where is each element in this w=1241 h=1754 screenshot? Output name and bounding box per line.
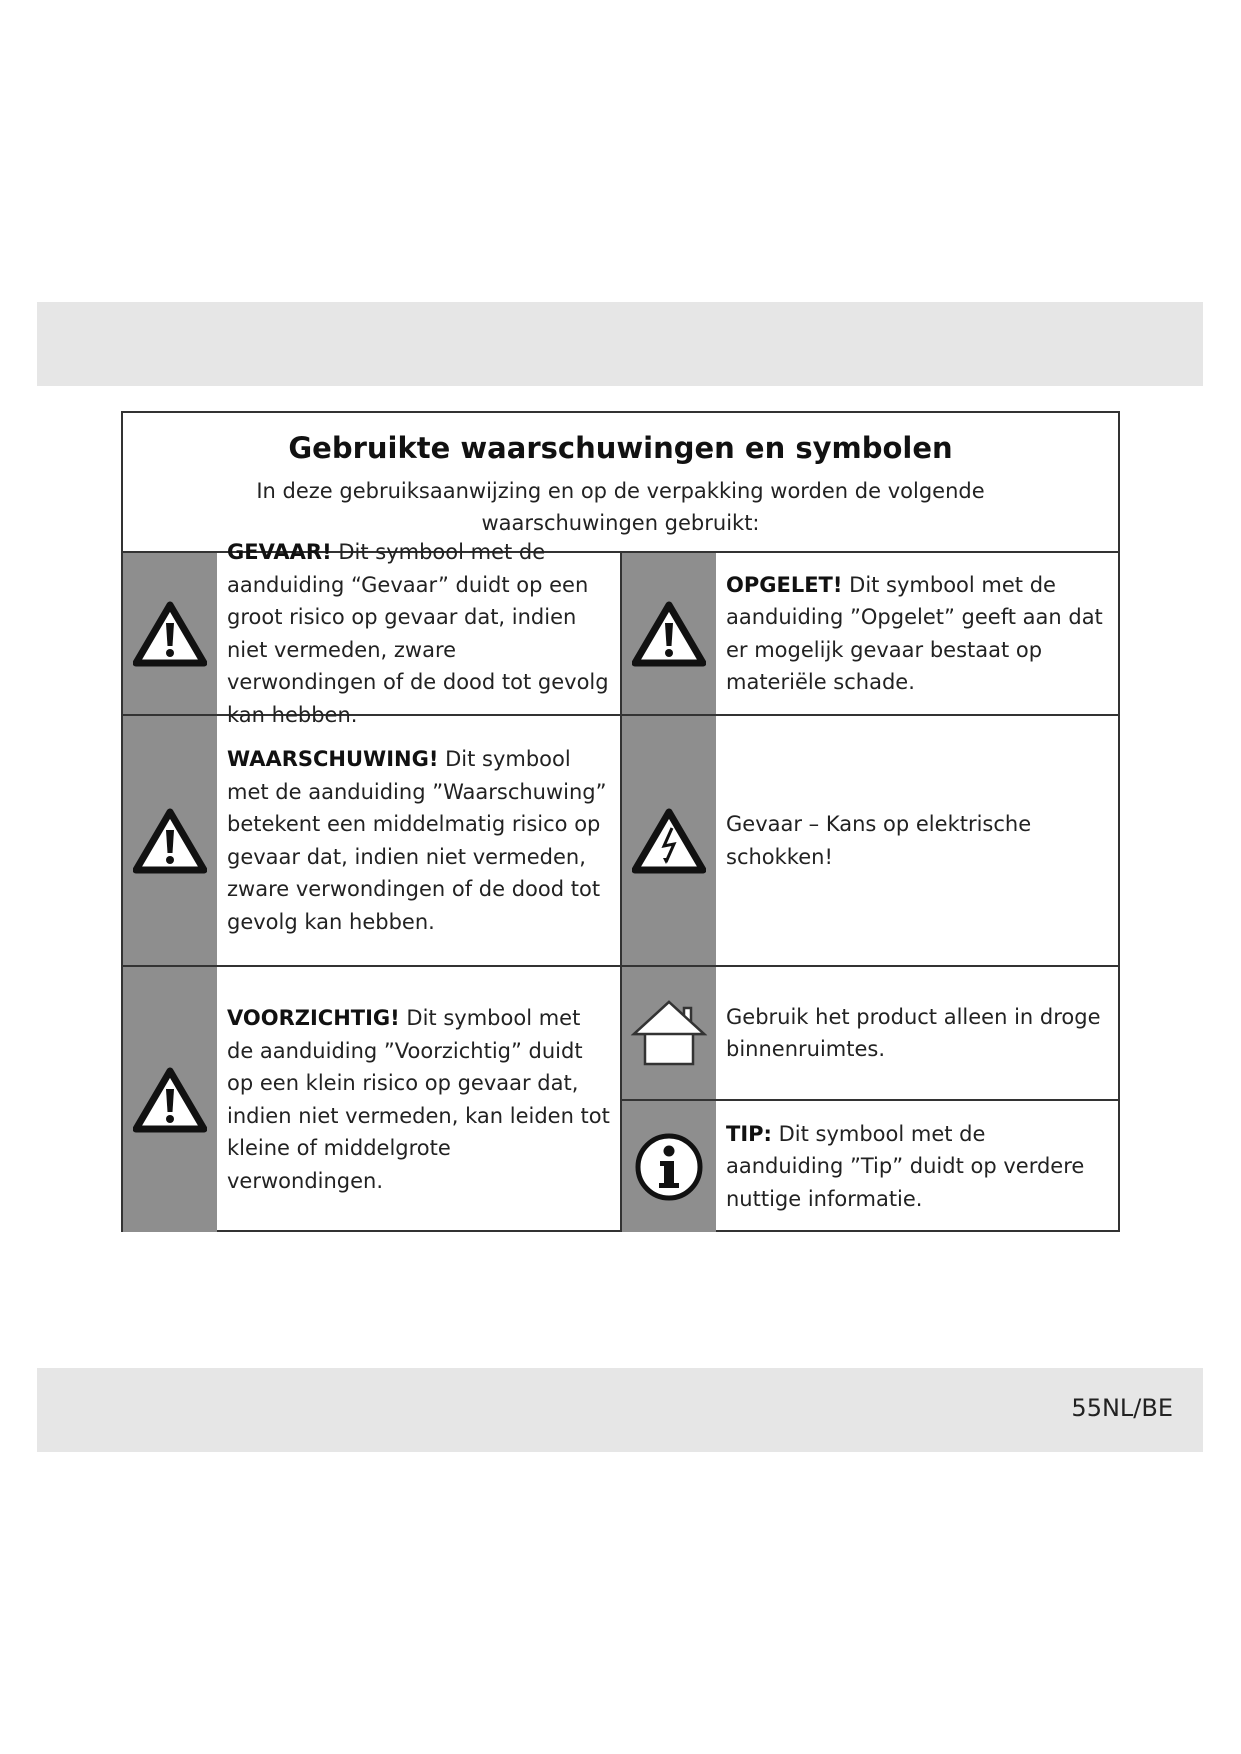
entry-elektrisch xyxy=(622,716,1118,965)
text-binnen: Gebruik het product alleen in droge binnenruimtes. xyxy=(726,1004,1101,1061)
text-waarschuwing: Dit symbool met de aanduiding ”Waarschuwing” betekent een middelmatig risico op gevaar dat, indien niet vermeden, zware verwondingen of de dood tot gevolg kan hebben. xyxy=(227,747,607,934)
entry-opgelet xyxy=(622,553,1118,714)
info-icon xyxy=(634,1132,704,1202)
warning-triangle-icon xyxy=(133,1067,207,1133)
top-band xyxy=(37,302,1203,386)
keyword-voorzichtig: VOORZICHTIG! xyxy=(227,1006,400,1030)
bottom-band xyxy=(37,1368,1203,1452)
warning-triangle-icon xyxy=(632,601,706,667)
table-title: Gebruikte waarschuwingen en symbolen xyxy=(288,431,953,465)
warnings-table xyxy=(121,411,1120,1232)
entry-gevaar xyxy=(123,540,620,727)
text-elektrisch: Gevaar – Kans op elektrische schokken! xyxy=(726,812,1032,869)
house-icon xyxy=(630,998,708,1068)
table-subtitle: In deze gebruiksaanwijzing en op de verpakking worden de volgende waarschuwingen gebruikt: xyxy=(256,479,985,535)
keyword-gevaar: GEVAAR! xyxy=(227,540,332,564)
text-opgelet: Dit symbool met de aanduiding ”Opgelet” geeft aan dat er mogelijk gevaar bestaat op materiële schade. xyxy=(726,572,1103,694)
page-number: 55NL/BE xyxy=(1071,1394,1173,1422)
electric-shock-icon xyxy=(632,808,706,874)
keyword-opgelet: OPGELET! xyxy=(726,572,843,597)
keyword-waarschuwing: WAARSCHUWING! xyxy=(227,747,439,771)
keyword-tip: TIP: xyxy=(726,1121,772,1146)
entry-waarschuwing xyxy=(123,716,620,965)
entry-voorzichtig xyxy=(123,967,620,1232)
warning-triangle-icon xyxy=(133,808,207,874)
text-tip: Dit symbool met de aanduiding ”Tip” duidt op verdere nuttige informatie. xyxy=(726,1121,1085,1211)
entry-tip xyxy=(622,1101,1118,1232)
entry-binnen xyxy=(622,967,1118,1099)
table-header xyxy=(123,413,1118,553)
warning-triangle-icon xyxy=(133,601,207,667)
text-voorzichtig: Dit symbool met de aanduiding ”Voorzichtig” duidt op een klein risico op gevaar dat, indien niet vermeden, kan leiden tot kleine of middelgrote verwondingen. xyxy=(227,1006,610,1193)
text-gevaar: Dit symbool met de aanduiding “Gevaar” duidt op een groot risico op gevaar dat, indien niet vermeden, zware verwondingen of de dood tot gevolg kan hebben. xyxy=(227,540,609,727)
